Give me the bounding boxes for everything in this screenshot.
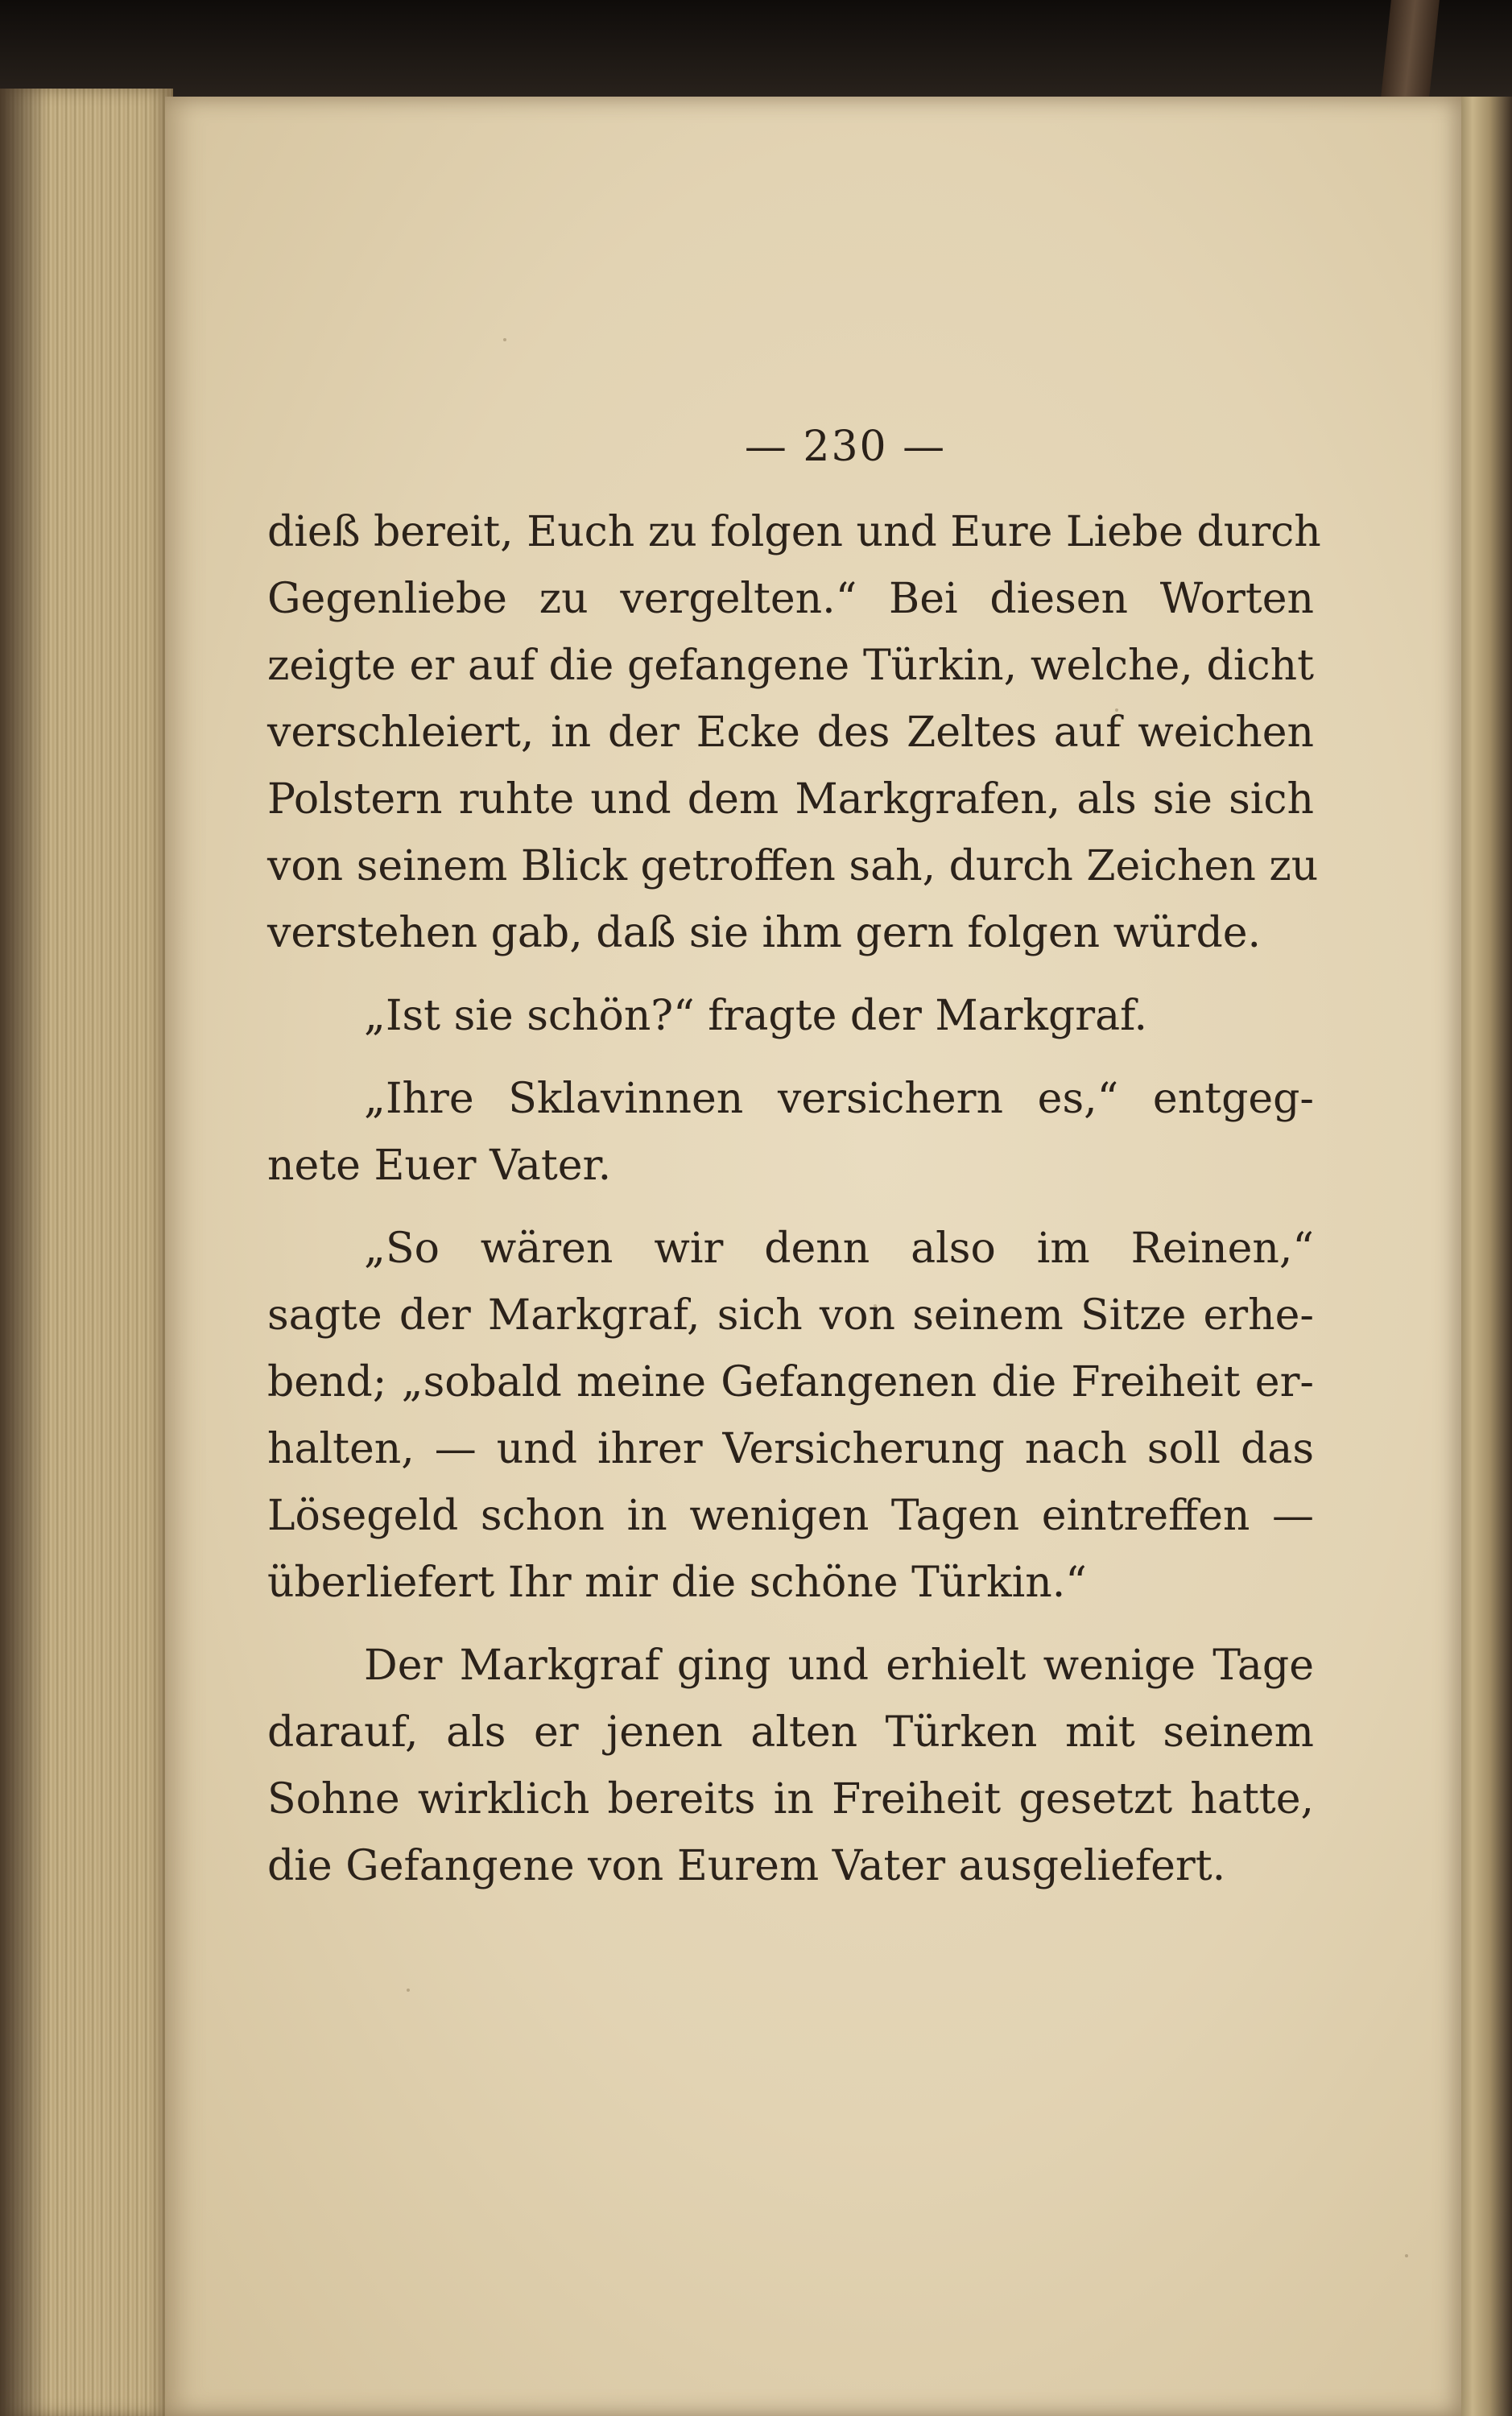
- paragraph: [267, 499, 1321, 967]
- text-line: die Gefangene von Eurem Vater ausgeliefert.: [267, 1842, 1226, 1890]
- paper-speck: [1405, 2254, 1408, 2257]
- left-page-edges: [0, 89, 173, 2416]
- body-text: [267, 499, 1321, 1900]
- paragraph-gap: [267, 1050, 1314, 1066]
- text-line: verschleiert, in der Ecke des Zeltes auf weichen: [267, 708, 1314, 757]
- text-line: halten, — und ihrer Versicherung nach soll das: [267, 1425, 1314, 1473]
- paper-speck: [503, 338, 506, 341]
- text-line: bend; „sobald meine Gefangenen die Freiheit er-: [267, 1358, 1314, 1406]
- book-cover-top: [0, 0, 1512, 105]
- text-line: „Ihre Sklavinnen versichern es,“ entgeg-: [364, 1075, 1314, 1123]
- text-line: dieß bereit, Euch zu folgen und Eure Liebe durch: [267, 508, 1321, 556]
- text-line: „So wären wir denn also im Reinen,“: [364, 1225, 1314, 1273]
- paragraph-gap: [267, 1617, 1314, 1633]
- paper-speck: [407, 1989, 410, 1992]
- paragraph: [267, 1216, 1314, 1617]
- text-line: nete Euer Vater.: [267, 1142, 612, 1190]
- text-line: Lösegeld schon in wenigen Tagen eintreffen —: [267, 1492, 1314, 1540]
- text-line: zeigte er auf die gefangene Türkin, welche, dicht: [267, 642, 1314, 690]
- text-line: Sohne wirklich bereits in Freiheit gesetzt hatte,: [267, 1775, 1314, 1823]
- page-number: — 230 —: [744, 423, 947, 471]
- text-line: Gegenliebe zu vergelten.“ Bei diesen Worten: [267, 575, 1314, 623]
- text-line: sagte der Markgraf, sich von seinem Sitze erhe-: [267, 1291, 1314, 1340]
- text-line: verstehen gab, daß sie ihm gern folgen würde.: [267, 909, 1262, 957]
- text-line: überliefert Ihr mir die schöne Türkin.“: [267, 1559, 1087, 1607]
- paragraph-gap: [267, 967, 1314, 983]
- text-line: von seinem Blick getroffen sah, durch Zeichen zu: [267, 842, 1319, 890]
- paragraph: [267, 1633, 1314, 1900]
- paragraph: [267, 1066, 1314, 1200]
- text-line: darauf, als er jenen alten Türken mit seinem: [267, 1708, 1314, 1757]
- text-line: Polstern ruhte und dem Markgrafen, als sie sich: [267, 775, 1314, 824]
- text-line: Der Markgraf ging und erhielt wenige Tage: [364, 1642, 1314, 1690]
- paragraph-gap: [267, 1200, 1314, 1216]
- text-line: „Ist sie schön?“ fragte der Markgraf.: [364, 992, 1148, 1040]
- paragraph: [267, 983, 1314, 1050]
